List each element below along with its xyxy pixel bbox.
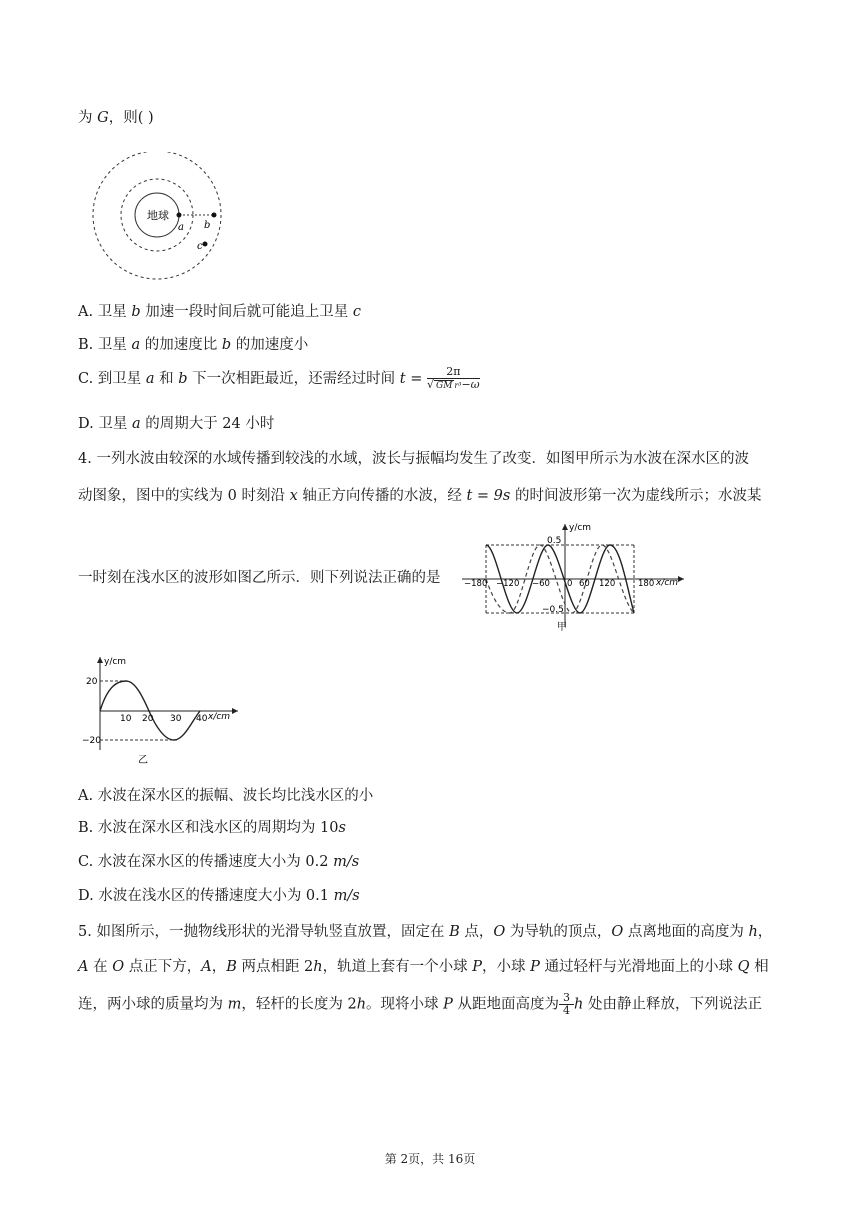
period-fraction: $\frac{2\pi}{\text{√ GM r³−ω}}$ xyxy=(427,365,480,391)
y-arrow xyxy=(97,657,103,663)
earth-label: 地球 xyxy=(147,209,169,222)
option-d: D. 卫星 a 的周期大于 24 小时 xyxy=(78,416,275,432)
height-fraction: $\frac{3}{4}$ xyxy=(559,992,574,1017)
tick-label: 40 xyxy=(196,714,208,724)
y-bot-label: −20 xyxy=(82,736,101,746)
y-axis-label: y/cm xyxy=(104,657,127,667)
y-axis-label: y/cm xyxy=(569,523,592,533)
q4-stem-line2: 动图象，图中的实线为 0 时刻沿 x 轴正方向传播的水波，经 t = 9s 的时间波形第一次为虚线所示；水波某 xyxy=(78,488,762,504)
page-footer: 第 2页，共 16页 xyxy=(384,1152,476,1166)
option-a: A. 卫星 b 加速一段时间后就可能追上卫星 c xyxy=(78,304,361,320)
satellite-c xyxy=(203,242,208,247)
y-bot-label: −0.5 xyxy=(542,605,564,615)
option-b: B. 卫星 a 的加速度比 b 的加速度小 xyxy=(78,337,309,353)
x-axis-label: x/cm xyxy=(208,712,231,722)
option-c: C. 到卫星 a 和 b 下一次相距最近，还需经过时间 t = $\frac{2\pi}{\text{√ GM r³−ω}}$ xyxy=(78,365,480,391)
tick-label: −60 xyxy=(532,579,550,589)
tick-label: 60 xyxy=(579,579,590,589)
q5-stem-line2: A 在 O 点正下方，A，B 两点相距 2h，轨道上套有一个小球 P，小球 P 通过轻杆与光滑地面上的小球 Q 相 xyxy=(78,959,769,975)
label-c: c xyxy=(197,241,203,252)
q4-option-b: B. 水波在深水区和浅水区的周期均为 10s xyxy=(78,820,346,836)
label-b: b xyxy=(204,220,211,231)
q4-stem-line3: 一时刻在浅水区的波形如图乙所示．则下列说法正确的是 xyxy=(78,570,441,586)
tick-label: −120 xyxy=(496,579,520,589)
tick-label: −180 xyxy=(464,579,488,589)
q4-stem-line1: 4. 一列水波由较深的水域传播到较浅的水域，波长与振幅均发生了改变．如图甲所示为水波在深水区的波 xyxy=(78,451,749,467)
x-arrow xyxy=(678,576,684,582)
satellite-b xyxy=(212,213,217,218)
tick-label: 30 xyxy=(170,714,182,724)
q5-stem-line3: 连，两小球的质量均为 m，轻杆的长度为 2h。现将小球 P 从距地面高度为 $\frac{3}{4}$ h 处由静止释放，下列说法正 xyxy=(78,991,762,1017)
q5-stem-line1: 5. 如图所示，一抛物线形状的光滑导轨竖直放置，固定在 B 点，O 为导轨的顶点，O 点离地面的高度为 h， xyxy=(78,924,773,940)
y-top-label: 20 xyxy=(86,677,98,687)
tick-label: 20 xyxy=(142,714,154,724)
y-top-label: 0.5 xyxy=(547,536,562,546)
tick-label: 120 xyxy=(599,579,616,589)
satellite-a xyxy=(177,213,182,218)
tick-label: 0 xyxy=(567,579,573,589)
tick-label: 10 xyxy=(120,714,132,724)
figure-caption: 甲 xyxy=(557,622,567,632)
question-stem-tail: 为 G，则( ) xyxy=(78,110,154,126)
q4-option-c: C. 水波在深水区的传播速度大小为 0.2 m/s xyxy=(78,854,360,870)
x-axis-label: x/cm xyxy=(656,578,679,588)
y-arrow xyxy=(562,524,568,530)
wave-figure-yi xyxy=(82,655,242,767)
q4-option-a: A. 水波在深水区的振幅、波长均比浅水区的小 xyxy=(78,788,374,804)
figure-caption: 乙 xyxy=(138,755,148,766)
wave-figure-jia xyxy=(462,522,694,632)
orbit-diagram xyxy=(78,152,238,284)
label-a: a xyxy=(178,222,184,233)
q4-option-d: D. 水波在浅水区的传播速度大小为 0.1 m/s xyxy=(78,888,360,904)
x-arrow xyxy=(232,708,238,714)
tick-label: 180 xyxy=(638,579,655,589)
